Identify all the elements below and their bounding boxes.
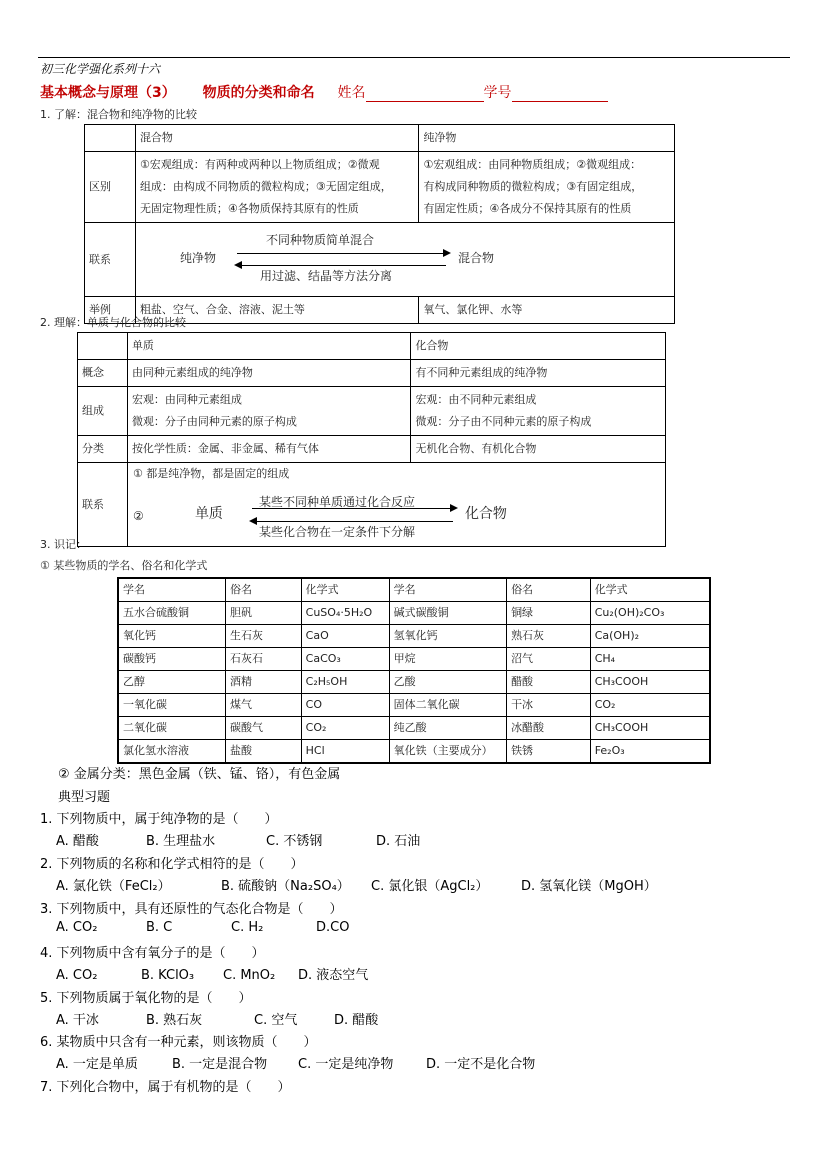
arrow2-left-icon [249, 517, 257, 525]
exercise-title: 典型习题 [58, 790, 111, 805]
link2-num: ② [132, 509, 144, 523]
table-row [118, 648, 710, 671]
row-class: 分类 [78, 436, 128, 463]
table-cell: 生石灰 [225, 625, 301, 648]
link2-point1: ① 都是纯净物，都是固定的组成 [132, 467, 290, 480]
option-c[interactable]: C. 一定是纯净物 [298, 1057, 394, 1072]
table-cell: 一氧化碳 [118, 694, 225, 717]
table-cell: C₂H₅OH [301, 671, 389, 694]
question-4-options [56, 964, 368, 983]
id-field[interactable] [512, 86, 608, 102]
section1-heading: 1. 了解：混合物和纯净物的比较 [40, 108, 197, 121]
concept-element: 由同种元素组成的纯净物 [127, 360, 411, 387]
header-cell: 化学式 [301, 578, 389, 602]
section3-sub1: ① 某些物质的学名、俗名和化学式 [40, 559, 208, 572]
table-header-row [118, 578, 710, 602]
option-a[interactable]: A. CO₂ [56, 920, 98, 935]
table-cell: Ca(OH)₂ [590, 625, 710, 648]
question-3-options [56, 920, 349, 935]
arrow-right-line [237, 253, 445, 254]
table-cell: 干冰 [507, 694, 591, 717]
option-c[interactable]: C. H₂ [231, 920, 264, 935]
option-a[interactable]: A. 氯化铁（FeCl₂） [56, 879, 171, 894]
question-7: 7. 下列化合物中，属于有机物的是（ ） [40, 1080, 291, 1095]
table-cell: Fe₂O₃ [590, 740, 710, 764]
compose-element: 宏观：由同种元素组成 微观：分子由同种元素的原子构成 [127, 387, 411, 436]
option-c[interactable]: C. 氯化银（AgCl₂） [371, 879, 489, 894]
table-cell: 熟石灰 [507, 625, 591, 648]
option-d[interactable]: D. 一定不是化合物 [426, 1057, 536, 1072]
header-cell: 学名 [118, 578, 225, 602]
arrow2-right-icon [450, 504, 458, 512]
table-row [118, 671, 710, 694]
table-cell: 乙酸 [389, 671, 506, 694]
col-compound: 化合物 [411, 333, 666, 360]
diff-mixture: ①宏观组成：有两种或两种以上物质组成；②微观 组成：由构成不同物质的微粒构成；③无固定组成， 无固定物理性质；④各物质保持其原有的性质 [135, 152, 419, 223]
question-6-options [56, 1053, 535, 1072]
table-row [118, 602, 710, 625]
table-cell: CO [301, 694, 389, 717]
mixture-pure-table [84, 124, 675, 324]
table-row [118, 625, 710, 648]
element-compound-table [77, 332, 666, 547]
arrow2-right-line [252, 508, 452, 509]
question-6: 6. 某物质中只含有一种元素，则该物质（ ） [40, 1035, 317, 1050]
option-a[interactable]: A. CO₂ [56, 968, 98, 983]
row-link2: 联系 [78, 463, 128, 547]
title-topic: 物质的分类和命名 [202, 85, 315, 101]
option-d[interactable]: D.CO [316, 920, 350, 935]
link-diagram [135, 223, 674, 297]
option-d[interactable]: D. 醋酸 [334, 1013, 379, 1028]
table-cell: CO₂ [590, 694, 710, 717]
question-3: 3. 下列物质中，具有还原性的气态化合物是（ ） [40, 902, 343, 917]
table-cell: 碱式碳酸铜 [389, 602, 506, 625]
link2-compound-label: 化合物 [464, 506, 507, 522]
option-d[interactable]: D. 液态空气 [298, 968, 369, 983]
page-title [40, 82, 608, 102]
table-row [118, 740, 710, 764]
link2-diagram [127, 463, 665, 547]
header-cell: 学名 [389, 578, 506, 602]
concept-compound: 有不同种元素组成的纯净物 [411, 360, 666, 387]
header-cell: 化学式 [590, 578, 710, 602]
table-row [118, 694, 710, 717]
title-main: 基本概念与原理（3） [40, 85, 176, 101]
table-cell: CH₃COOH [590, 671, 710, 694]
table-cell: 碳酸气 [225, 717, 301, 740]
table-cell: 沼气 [507, 648, 591, 671]
option-a[interactable]: A. 醋酸 [56, 834, 99, 849]
table-cell: 煤气 [225, 694, 301, 717]
col-mixture: 混合物 [135, 125, 419, 152]
top-rule [38, 57, 790, 58]
table-cell: CO₂ [301, 717, 389, 740]
row-link: 联系 [85, 223, 136, 297]
row-example: 举例 [85, 297, 136, 324]
question-5: 5. 下列物质属于氧化物的是（ ） [40, 991, 252, 1006]
link2-element-label: 单质 [194, 506, 223, 522]
class-compound: 无机化合物、有机化合物 [411, 436, 666, 463]
series-title: 初三化学强化系列十六 [40, 62, 161, 76]
link-pure-label: 纯净物 [179, 251, 216, 265]
question-1: 1. 下列物质中，属于纯净物的是（ ） [40, 812, 278, 827]
link-mixture-label: 混合物 [457, 251, 494, 265]
compose-compound: 宏观：由不同种元素组成 微观：分子由不同种元素的原子构成 [411, 387, 666, 436]
col-pure: 纯净物 [419, 125, 675, 152]
table-cell: 酒精 [225, 671, 301, 694]
id-label: 学号 [483, 85, 512, 101]
row-concept: 概念 [78, 360, 128, 387]
table-cell: 氢氧化钙 [389, 625, 506, 648]
table-cell: CuSO₄·5H₂O [301, 602, 389, 625]
table-cell: 铜绿 [507, 602, 591, 625]
table-cell: 甲烷 [389, 648, 506, 671]
option-b[interactable]: B. KClO₃ [141, 968, 195, 983]
option-b[interactable]: B. 生理盐水 [146, 834, 216, 849]
option-b[interactable]: B. 硫酸钠（Na₂SO₄） [221, 879, 350, 894]
table-cell: 氧化铁（主要成分） [389, 740, 506, 764]
table-cell: HCl [301, 740, 389, 764]
table-cell: CaO [301, 625, 389, 648]
names-formula-table [117, 577, 711, 764]
link-bottom-text: 用过滤、结晶等方法分离 [259, 269, 392, 283]
option-b[interactable]: B. C [146, 920, 173, 935]
option-b[interactable]: B. 熟石灰 [146, 1013, 203, 1028]
link2-bottom-text: 某些化合物在一定条件下分解 [258, 525, 415, 539]
table-cell: CaCO₃ [301, 648, 389, 671]
table-cell: 铁锈 [507, 740, 591, 764]
question-2-options [56, 875, 657, 894]
metal-classification: ② 金属分类：黑色金属（铁、锰、铬），有色金属 [58, 767, 341, 782]
table-cell: Cu₂(OH)₂CO₃ [590, 602, 710, 625]
question-1-options [56, 830, 420, 849]
table-row [118, 717, 710, 740]
option-d[interactable]: D. 氢氧化镁（MgOH） [521, 879, 657, 894]
table-cell: 醋酸 [507, 671, 591, 694]
header-cell: 俗名 [507, 578, 591, 602]
option-c[interactable]: C. MnO₂ [223, 968, 276, 983]
name-label: 姓名 [337, 85, 366, 101]
link-top-text: 不同种物质简单混合 [265, 233, 374, 247]
option-d[interactable]: D. 石油 [376, 834, 421, 849]
table-cell: 纯乙酸 [389, 717, 506, 740]
option-b[interactable]: B. 一定是混合物 [172, 1057, 268, 1072]
class-element: 按化学性质：金属、非金属、稀有气体 [127, 436, 411, 463]
table-cell: 胆矾 [225, 602, 301, 625]
question-2: 2. 下列物质的名称和化学式相符的是（ ） [40, 857, 304, 872]
example-pure: 氧气、氯化钾、水等 [419, 297, 675, 324]
section3-heading: 3. 识记： [40, 538, 87, 551]
table-cell: CH₄ [590, 648, 710, 671]
header-cell: 俗名 [225, 578, 301, 602]
section2-heading: 2. 理解：单质与化合物的比较 [40, 316, 186, 329]
name-field[interactable] [366, 86, 484, 102]
table-cell: 乙醇 [118, 671, 225, 694]
table-cell: 氧化钙 [118, 625, 225, 648]
table-cell: 盐酸 [225, 740, 301, 764]
link2-top-text: 某些不同种单质通过化合反应 [258, 495, 415, 509]
arrow-right-icon [443, 249, 451, 257]
table-cell: 五水合硫酸铜 [118, 602, 225, 625]
option-a[interactable]: A. 一定是单质 [56, 1057, 138, 1072]
table-cell: 石灰石 [225, 648, 301, 671]
option-c[interactable]: C. 空气 [254, 1013, 298, 1028]
example-mixture: 粗盐、空气、合金、溶液、泥土等 [135, 297, 419, 324]
table-cell: 氯化氢水溶液 [118, 740, 225, 764]
col-element: 单质 [127, 333, 411, 360]
row-diff: 区别 [85, 152, 136, 223]
question-4: 4. 下列物质中含有氧分子的是（ ） [40, 946, 265, 961]
row-compose: 组成 [78, 387, 128, 436]
table-cell: 碳酸钙 [118, 648, 225, 671]
arrow-left-icon [234, 261, 242, 269]
option-a[interactable]: A. 干冰 [56, 1013, 99, 1028]
table-cell: 二氧化碳 [118, 717, 225, 740]
diff-pure: ①宏观组成：由同种物质组成；②微观组成： 有构成同种物质的微粒构成；③有固定组成， 有固定性质；④各成分不保持其原有的性质 [419, 152, 675, 223]
question-5-options [56, 1009, 378, 1028]
table-cell: 冰醋酸 [507, 717, 591, 740]
table-cell: 固体二氧化碳 [389, 694, 506, 717]
option-c[interactable]: C. 不锈钢 [266, 834, 323, 849]
table-cell: CH₃COOH [590, 717, 710, 740]
